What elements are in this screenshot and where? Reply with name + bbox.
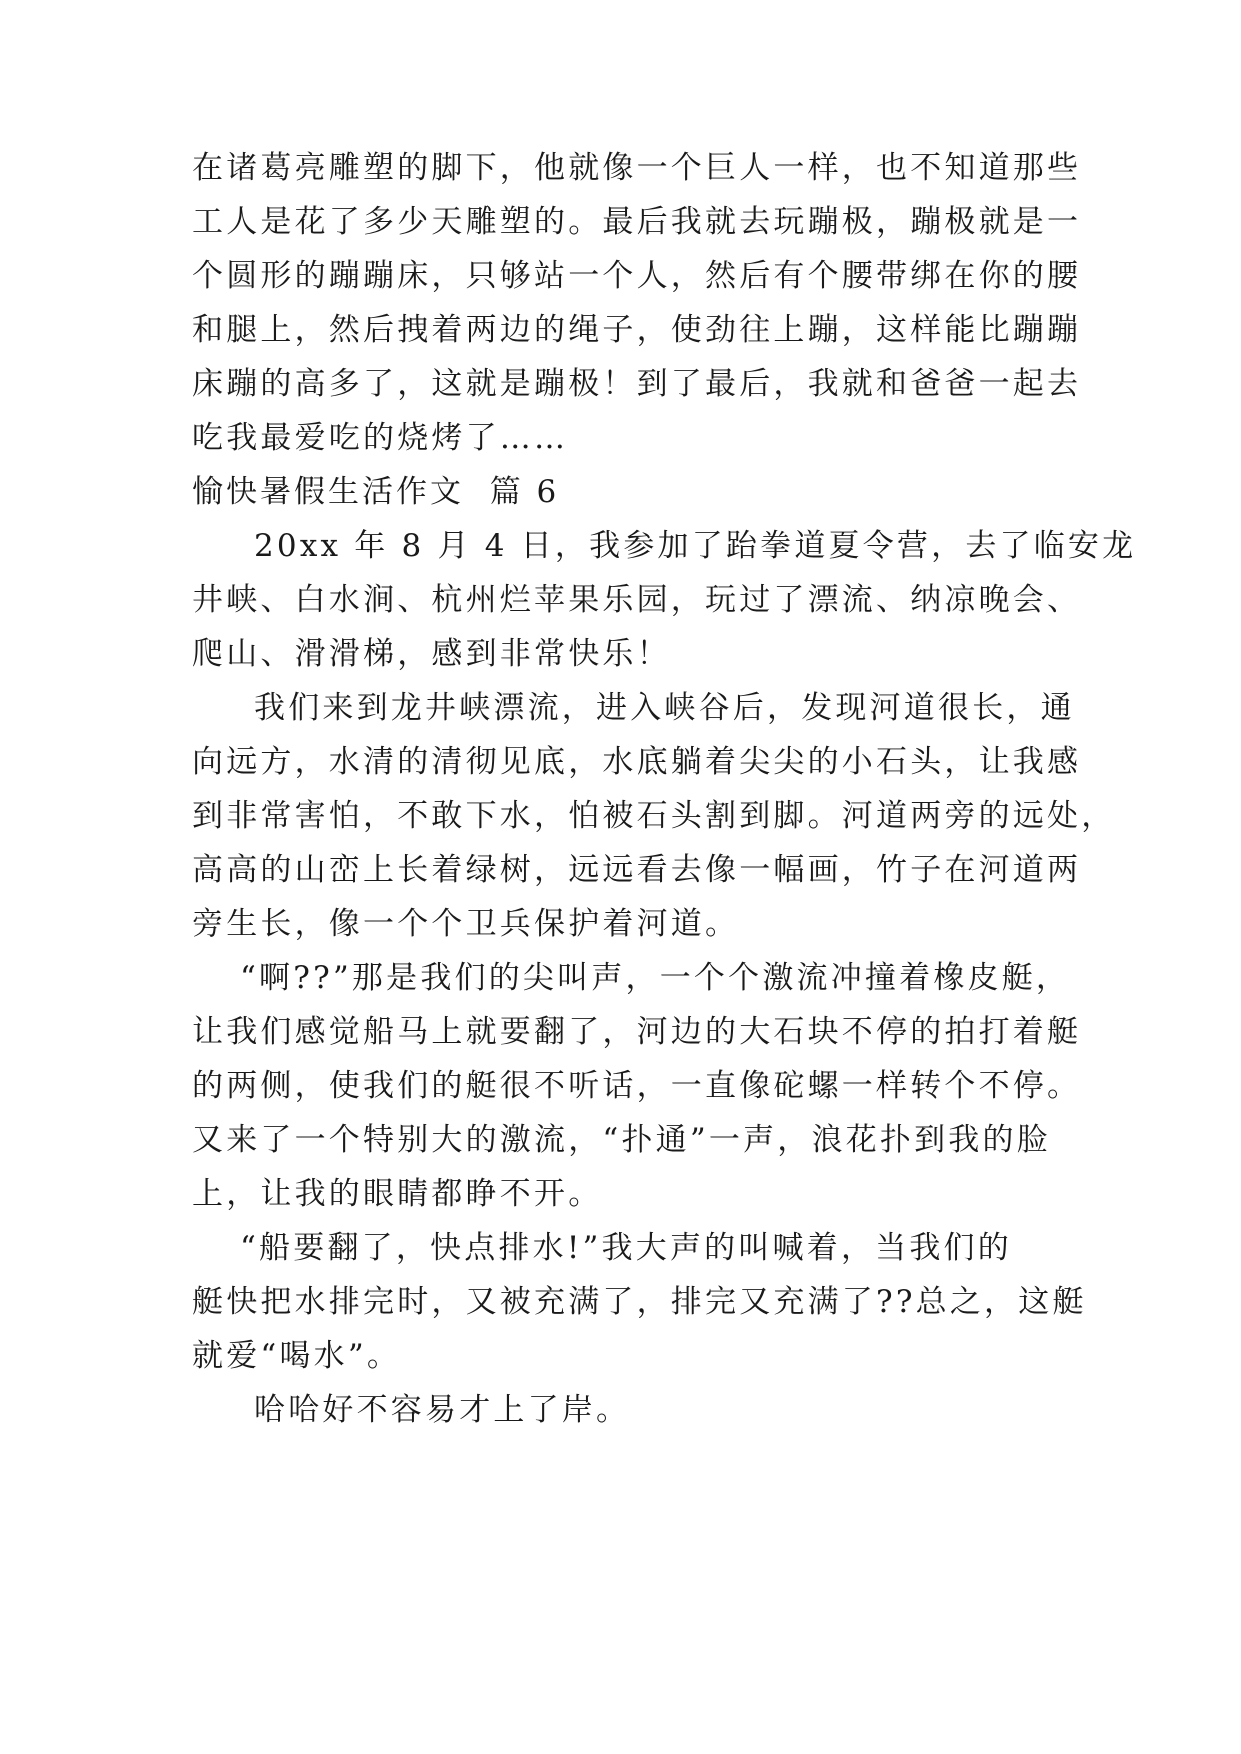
- text-line: 个圆形的蹦蹦床，只够站一个人，然后有个腰带绑在你的腰: [192, 258, 1082, 294]
- text-line: 哈哈好不容易才上了岸。: [254, 1392, 631, 1428]
- text-line: “啊??”那是我们的尖叫声，一个个激流冲撞着橡皮艇，: [240, 960, 1071, 996]
- text-line: 工人是花了多少天雕塑的。最后我就去玩蹦极，蹦极就是一: [192, 204, 1082, 240]
- text-line: 井峡、白水涧、杭州烂苹果乐园，玩过了漂流、纳凉晚会、: [192, 582, 1082, 618]
- text-line: 让我们感觉船马上就要翻了，河边的大石块不停的拍打着艇: [192, 1014, 1082, 1050]
- text-line: 和腿上，然后拽着两边的绳子，使劲往上蹦，这样能比蹦蹦: [192, 312, 1082, 348]
- text-line: 上，让我的眼睛都睁不开。: [192, 1176, 603, 1212]
- text-line: 就爱“喝水”。: [192, 1338, 402, 1374]
- text-line: 又来了一个特别大的激流，“扑通”一声，浪花扑到我的脸: [192, 1122, 1051, 1158]
- section-heading: 愉快暑假生活作文 篇 6: [192, 474, 560, 510]
- text-line: 高高的山峦上长着绿树，远远看去像一幅画，竹子在河道两: [192, 852, 1082, 888]
- text-line: 向远方，水清的清彻见底，水底躺着尖尖的小石头，让我感: [192, 744, 1082, 780]
- text-line: 20xx 年 8 月 4 日，我参加了跆拳道夏令营，去了临安龙: [254, 528, 1137, 564]
- text-line: 爬山、滑滑梯，感到非常快乐！: [192, 636, 671, 672]
- text-line: “船要翻了，快点排水!”我大声的叫喊着，当我们的: [240, 1230, 1012, 1266]
- text-line: 床蹦的高多了，这就是蹦极！到了最后，我就和爸爸一起去: [192, 366, 1082, 402]
- text-line: 艇快把水排完时，又被充满了，排完又充满了??总之，这艇: [192, 1284, 1087, 1320]
- text-line: 的两侧，使我们的艇很不听话，一直像砣螺一样转个不停。: [192, 1068, 1082, 1104]
- text-line: 旁生长，像一个个卫兵保护着河道。: [192, 906, 740, 942]
- text-line: 到非常害怕，不敢下水，怕被石头割到脚。河道两旁的远处，: [192, 798, 1116, 834]
- text-line: 吃我最爱吃的烧烤了……: [192, 420, 569, 456]
- text-line: 我们来到龙井峡漂流，进入峡谷后，发现河道很长，通: [254, 690, 1075, 726]
- text-line: 在诸葛亮雕塑的脚下，他就像一个巨人一样，也不知道那些: [192, 150, 1082, 186]
